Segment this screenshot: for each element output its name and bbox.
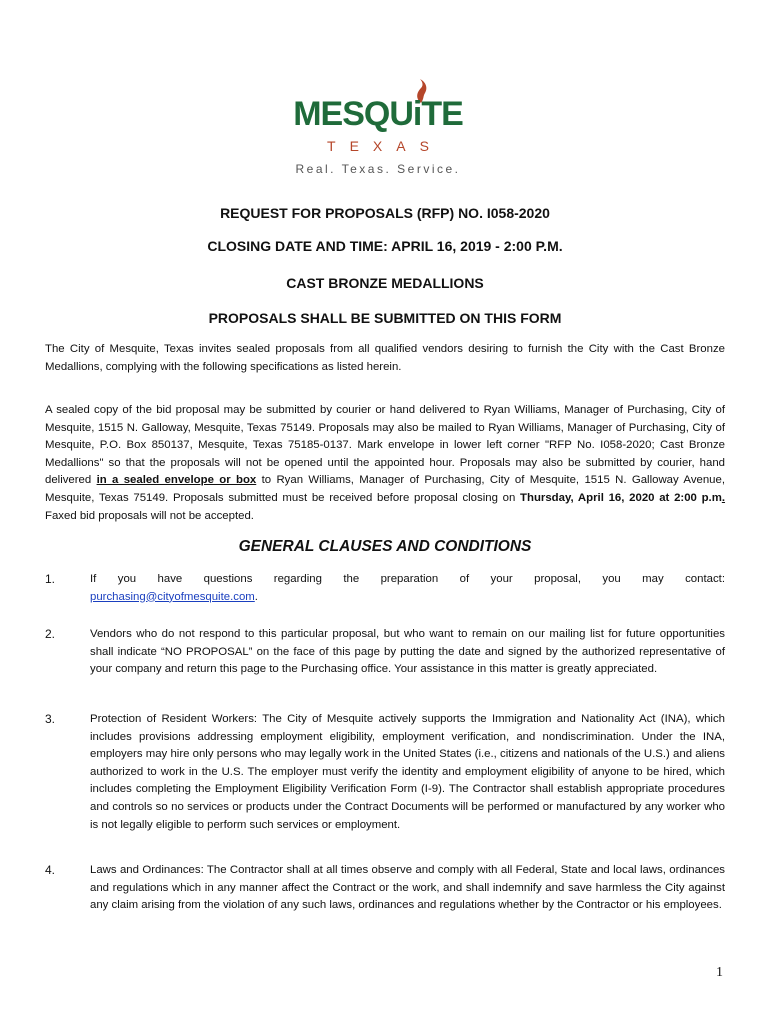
clause-text: Laws and Ordinances: The Contractor shall at all times observe and comply with all Federal, State and local laws, ordinances and regulations which in any manner affect the Contract or the work, and shall indemnify and save harmless the City against any claim arising from the violation of any such laws, ordinances and regulations whether by the Contractor or his employees. — [90, 864, 725, 912]
clause-number: 2. — [45, 627, 56, 641]
deadline-text: Thursday, April 16, 2020 at 2:00 p.m — [520, 491, 722, 504]
purchasing-email-link[interactable]: purchasing@cityofmesquite.com — [90, 590, 255, 603]
sealed-envelope-emphasis: in a sealed envelope or box — [96, 474, 257, 487]
submission-text-2: to Ryan Williams, Manager of Purchasing, City of Mesquite, 1515 N. Galloway Avenue, Mesquite, Texas 75149. Proposals submitted must be received before proposal closing on — [45, 474, 726, 504]
logo-wordmark: MESQUiTE — [293, 95, 463, 133]
item-heading: CAST BRONZE MEDALLIONS — [286, 275, 484, 291]
logo-tagline: Real. Texas. Service. — [295, 162, 461, 176]
form-heading: PROPOSALS SHALL BE SUBMITTED ON THIS FORM — [208, 310, 562, 326]
clause-text: Protection of Resident Workers: The City of Mesquite actively supports the Immigration and Nationality Act (INA), which includes provisions addressing employment eligibility, employment verification, and nondiscrimination. Under the INA, employers may hire only persons who may legally work in the United States (i.e., citizens and nationals of the U.S.) and aliens authorized to work in the U.S. The employer must verify the identity and employment eligibility of anyone to be hired, which includes completing the Employment Eligibility Verification Form (I-9). The Contractor shall establish appropriate procedures and controls so no services or products under the Contract Documents will be performed or manufactured by any worker who is not legally eligible to perform such services or employment. — [90, 713, 725, 831]
clause-number: 4. — [45, 863, 56, 877]
mesquite-logo — [293, 80, 468, 180]
clause-text: Vendors who do not respond to this particular proposal, but who want to remain on our mailing list for future opportunities shall indicate “NO PROPOSAL” on the face of this page by putting the date and signed by the authorized representative of your company and return this page to the Purchasing office. Your assistance in this matter is greatly appreciated. — [90, 628, 725, 676]
page-number: 1 — [716, 965, 723, 980]
clause-number: 1. — [45, 572, 56, 586]
clause-body — [90, 571, 725, 606]
submission-text-1: A sealed copy of the bid proposal may be submitted by courier or hand delivered to Ryan Williams, Manager of Purchasing, City of Mesquite, 1515 N. Galloway, Mesquite, Texas 75149. Proposals may also be mailed to Ryan Williams, Manager of Purchasing, City of Mesquite, P.O. Box 850137, Mesquite, Texas 75185-0137. Mark envelope in lower left corner "RFP No. I058-2020; Cast Bronze Medallions" so that the proposals will not be opened until the appointed hour. Proposals may also be submitted by courier, hand delivered — [45, 404, 725, 487]
deadline-period: . — [721, 491, 726, 504]
submission-paragraph — [45, 402, 725, 525]
closing-date-heading: CLOSING DATE AND TIME: APRIL 16, 2019 - 2:00 P.M. — [207, 238, 563, 254]
intro-paragraph: The City of Mesquite, Texas invites sealed proposals from all qualified vendors desiring to furnish the City with the Cast Bronze Medallions, complying with the following specifications as listed herein. — [45, 343, 725, 373]
general-clauses-title: GENERAL CLAUSES AND CONDITIONS — [238, 538, 532, 555]
clause-punct: . — [254, 590, 258, 603]
clause-number: 3. — [45, 712, 56, 726]
clause-text: If you have questions regarding the preparation of your proposal, you may contact: — [90, 573, 725, 585]
submission-text-3: Faxed bid proposals will not be accepted. — [45, 509, 254, 522]
rfp-title: REQUEST FOR PROPOSALS (RFP) NO. I058-2020 — [220, 205, 550, 221]
logo-state: TEXAS — [327, 138, 443, 154]
